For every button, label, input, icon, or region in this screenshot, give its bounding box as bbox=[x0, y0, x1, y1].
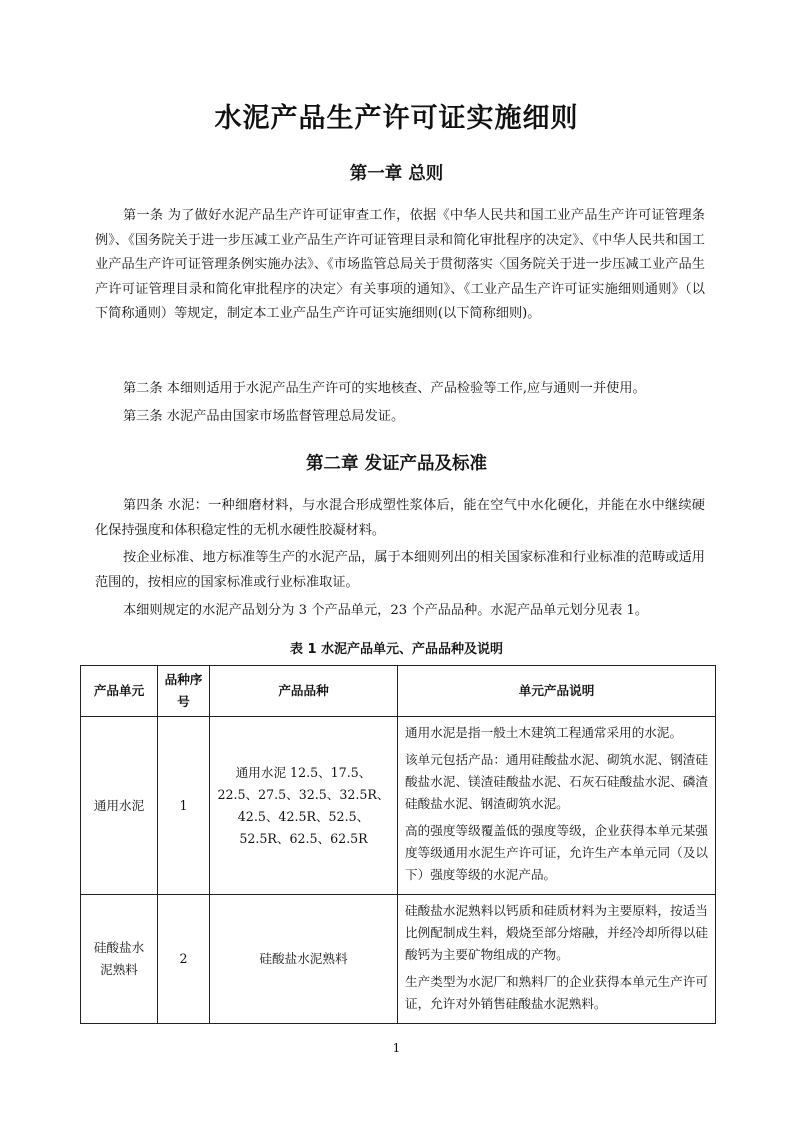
header-unit: 产品单元 bbox=[81, 666, 158, 717]
cell-variety: 硅酸盐水泥熟料 bbox=[210, 895, 398, 1024]
page-number: 1 bbox=[392, 1041, 401, 1055]
table-row bbox=[81, 895, 716, 1024]
cell-unit: 通用水泥 bbox=[81, 717, 158, 895]
document-title: 水泥产品生产许可证实施细则 bbox=[214, 103, 579, 134]
paragraph-units: 本细则规定的水泥产品划分为 3 个产品单元，23 个产品品种。水泥产品单元划分见表 1。 bbox=[123, 603, 649, 618]
table-caption: 表 1 水泥产品单元、产品品种及说明 bbox=[289, 642, 504, 657]
table-header-row bbox=[81, 666, 716, 717]
desc-paragraph: 高的强度等级覆盖低的强度等级，企业获得本单元某强度等级通用水泥生产许可证，允许生产本单元同（及以下）强度等级的水泥产品。 bbox=[405, 823, 708, 882]
chapter-1-heading: 第一章 总则 bbox=[349, 164, 444, 184]
article-2: 第二条 本细则适用于水泥产品生产许可的实地核查、产品检验等工作,应与通则一并使用。 bbox=[123, 381, 646, 396]
article-3: 第三条 水泥产品由国家市场监督管理总局发证。 bbox=[123, 409, 405, 424]
cell-unit: 硅酸盐水泥熟料 bbox=[81, 895, 158, 1024]
table-row bbox=[81, 717, 716, 895]
header-variety: 产品品种 bbox=[210, 666, 398, 717]
paragraph-standards: 按企业标准、地方标准等生产的水泥产品，属于本细则列出的相关国家标准和行业标准的范畴或适用范围的，按相应的国家标准或行业标准取证。 bbox=[95, 550, 705, 590]
header-desc: 单元产品说明 bbox=[398, 666, 716, 717]
product-table bbox=[80, 665, 716, 1024]
article-4: 第四条 水泥：一种细磨材料，与水混合形成塑性浆体后，能在空气中水化硬化，并能在水中继续硬化保持强度和体积稳定性的无机水硬性胶凝材料。 bbox=[95, 498, 705, 538]
cell-variety: 通用水泥 12.5、17.5、22.5、27.5、32.5、32.5R、42.5、42.5R、52.5、52.5R、62.5、62.5R bbox=[210, 717, 398, 895]
cell-seq: 2 bbox=[158, 895, 210, 1024]
desc-paragraph: 生产类型为水泥厂和熟料厂的企业获得本单元生产许可证，允许对外销售硅酸盐水泥熟料。 bbox=[405, 974, 708, 1011]
article-1: 第一条 为了做好水泥产品生产许可证审查工作，依据《中华人民共和国工业产品生产许可证管理条例》、《国务院关于进一步压减工业产品生产许可证管理目录和简化审批程序的决定》、《中华人民共和国工业产品生产许可证管理条例实施办法》、《市场监管总局关于贯彻落实〈国务院关于进一步压减工业产品生产许可证管理目录和简化审批程序的决定〉有关事项的通知》、《工业产品生产许可证实施细则通则》（以下简称通则）等规定，制定本工业产品生产许可证实施细则(以下简称细则)。 bbox=[95, 208, 705, 321]
cell-seq: 1 bbox=[158, 717, 210, 895]
desc-paragraph: 硅酸盐水泥熟料以钙质和硅质材料为主要原料，按适当比例配制成生料，煅烧至部分熔融，并经冷却所得以硅酸钙为主要矿物组成的产物。 bbox=[405, 903, 708, 962]
cell-desc bbox=[398, 895, 716, 1024]
desc-paragraph: 通用水泥是指一般土木建筑工程通常采用的水泥。 bbox=[405, 725, 683, 740]
header-seq: 品种序号 bbox=[158, 666, 210, 717]
cell-desc bbox=[398, 717, 716, 895]
chapter-2-heading: 第二章 发证产品及标准 bbox=[305, 454, 488, 474]
desc-paragraph: 该单元包括产品：通用硅酸盐水泥、砌筑水泥、钢渣硅酸盐水泥、镁渣硅酸盐水泥、石灰石硅酸盐水泥、磷渣硅酸盐水泥、钢渣砌筑水泥。 bbox=[405, 752, 708, 811]
